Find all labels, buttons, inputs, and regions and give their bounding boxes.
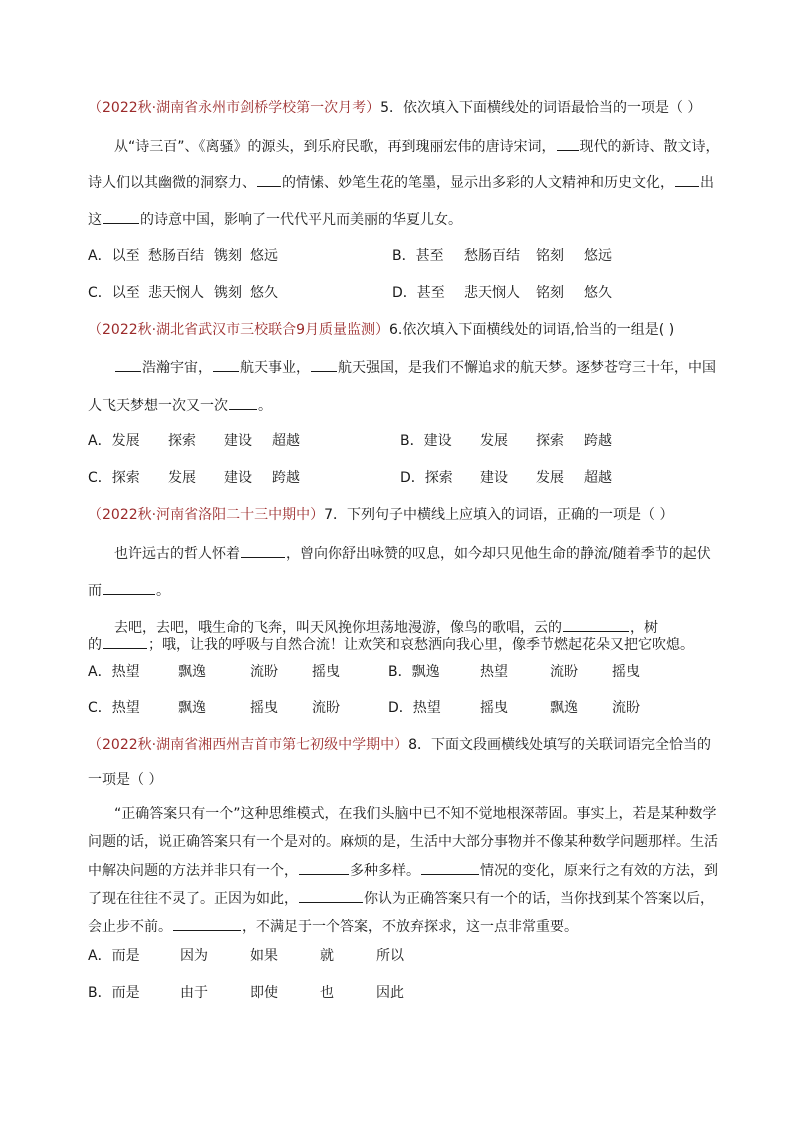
option-word: 铭刻 xyxy=(536,248,564,264)
passage-text: ；哦，让我的呼吸与自然合流！让欢笑和哀愁洒向我心里，像季节燃起花朵又把它吹熄。 xyxy=(148,637,694,653)
blank xyxy=(229,395,257,410)
option-label: D．热望 xyxy=(388,700,441,716)
passage-text: 人飞天梦想一次又一次 xyxy=(88,398,228,414)
question-8-header xyxy=(88,735,711,755)
question-stem: 8．下面文段画横线处填写的关联词语完全恰当的 xyxy=(408,737,711,753)
passage-text: 。 xyxy=(258,398,272,414)
passage-text: 的诗意中国，影响了一代代平凡而美丽的华夏儿女。 xyxy=(140,212,462,228)
option-word: 摇曳 xyxy=(480,700,508,716)
option-label: C．探索 xyxy=(88,470,140,486)
passage-text: 去吧，去吧，哦生命的飞奔，叫天风挽你坦荡地漫游，像鸟的歌唱，云的 xyxy=(114,620,562,636)
option-label: C．热望 xyxy=(88,700,140,716)
passage-text: 会止步不前。 xyxy=(88,919,172,935)
passage-line xyxy=(114,804,717,824)
option-label: B．飘逸 xyxy=(388,664,440,680)
passage-line xyxy=(88,580,170,601)
passage-line xyxy=(114,136,720,157)
option-word: 悲天悯人 xyxy=(464,285,520,301)
passage-line xyxy=(88,172,714,193)
option-c[interactable] xyxy=(88,283,278,303)
option-d[interactable] xyxy=(400,468,612,488)
blank xyxy=(115,357,141,372)
option-label: D．探索 xyxy=(400,470,453,486)
passage-text: 从“诗三百”、《离骚》的源头，到乐府民歌，再到瑰丽宏伟的唐诗宋词， xyxy=(114,139,556,155)
passage-line xyxy=(88,209,462,230)
option-label: A．发展 xyxy=(88,433,140,449)
passage-line xyxy=(88,395,272,416)
passage-text: 而 xyxy=(88,583,102,599)
option-word: 探索 xyxy=(168,433,196,449)
question-source: （2022秋·湖北省武汉市三校联合9月质量监测） xyxy=(88,322,389,338)
question-5-header xyxy=(88,98,701,118)
option-word: 愁肠百结 xyxy=(148,248,204,264)
passage-text: ，树 xyxy=(630,620,658,636)
option-word: 所以 xyxy=(376,948,404,964)
option-label: A．热望 xyxy=(88,664,140,680)
option-word: 热望 xyxy=(480,664,508,680)
passage-text: 也许远古的哲人怀着 xyxy=(114,546,240,562)
question-stem-cont xyxy=(88,770,162,790)
question-source: （2022秋·湖南省永州市剑桥学校第一次月考） xyxy=(88,100,381,116)
option-word: 悠久 xyxy=(250,285,278,301)
option-word: 如果 xyxy=(250,948,278,964)
option-word: 发展 xyxy=(480,433,508,449)
option-label: A．以至 xyxy=(88,248,140,264)
option-word: 超越 xyxy=(584,470,612,486)
passage-text: 情况的变化，原来行之有效的方法，到 xyxy=(480,863,718,879)
option-word: 发展 xyxy=(168,470,196,486)
option-a[interactable] xyxy=(88,246,278,266)
option-word: 流盼 xyxy=(550,664,578,680)
passage-line xyxy=(88,916,578,937)
option-d[interactable] xyxy=(392,283,612,303)
passage-text: 诗人们以其幽微的洞察力、 xyxy=(88,175,256,191)
option-word: 摇曳 xyxy=(312,664,340,680)
blank xyxy=(241,543,285,558)
blank xyxy=(421,860,479,875)
passage-text: 出 xyxy=(700,175,714,191)
option-b[interactable] xyxy=(392,246,612,266)
passage-line xyxy=(114,543,711,564)
blank xyxy=(103,580,155,595)
blank xyxy=(563,617,629,632)
option-word: 由于 xyxy=(180,985,208,1001)
option-d[interactable] xyxy=(388,698,640,718)
option-word: 流盼 xyxy=(312,700,340,716)
option-word: 因为 xyxy=(180,948,208,964)
option-word: 探索 xyxy=(536,433,564,449)
option-label: A．而是 xyxy=(88,948,140,964)
passage-line xyxy=(88,888,714,909)
passage-text: 现代的新诗、散文诗， xyxy=(579,139,720,155)
option-label: C．以至 xyxy=(88,285,140,301)
passage-text: 中解决问题的方法并非只有一个， xyxy=(88,863,298,879)
option-word: 镌刻 xyxy=(214,285,242,301)
option-word: 就 xyxy=(320,948,334,964)
option-label: B．建设 xyxy=(400,433,452,449)
question-stem: 6.依次填入下面横线处的词语,恰当的一组是( ) xyxy=(389,322,675,338)
passage-text: 多种多样。 xyxy=(350,863,420,879)
option-word: 摇曳 xyxy=(250,700,278,716)
option-label: B．而是 xyxy=(88,985,140,1001)
option-word: 跨越 xyxy=(584,433,612,449)
passage-text: 浩瀚宇宙， xyxy=(142,360,212,376)
passage-text: 航天强国，是我们不懈追求的航天梦。逐梦苍穹三十年，中国 xyxy=(338,360,716,376)
option-word: 建设 xyxy=(224,433,252,449)
blank xyxy=(557,136,579,151)
option-word: 建设 xyxy=(224,470,252,486)
blank xyxy=(173,916,241,931)
question-stem: 一项是（ ） xyxy=(88,772,163,788)
option-word: 铭刻 xyxy=(536,285,564,301)
blank xyxy=(299,860,349,875)
passage-text: 的 xyxy=(88,637,102,653)
option-word: 飘逸 xyxy=(178,700,206,716)
option-a[interactable] xyxy=(88,431,300,451)
option-word: 流盼 xyxy=(612,700,640,716)
option-word: 跨越 xyxy=(272,470,300,486)
option-a[interactable] xyxy=(88,946,404,966)
option-b[interactable] xyxy=(388,662,640,682)
option-b[interactable] xyxy=(400,431,612,451)
passage-text: 你认为正确答案只有一个的话，当你找到某个答案以后， xyxy=(364,891,714,907)
option-word: 悠远 xyxy=(250,248,278,264)
passage-line xyxy=(114,357,716,378)
passage-text: ，曾向你舒出咏赞的叹息，如今却只见他生命的静流/随着季节的起伏 xyxy=(286,546,711,562)
option-word: 镌刻 xyxy=(214,248,242,264)
passage-text: 这 xyxy=(88,212,102,228)
option-word: 也 xyxy=(320,985,334,1001)
option-word: 即使 xyxy=(250,985,278,1001)
option-word: 建设 xyxy=(480,470,508,486)
option-word: 发展 xyxy=(536,470,564,486)
option-word: 超越 xyxy=(272,433,300,449)
option-word: 因此 xyxy=(376,985,404,1001)
option-label: B．甚至 xyxy=(392,248,444,264)
question-stem: 7．下列句子中横线上应填入的词语，正确的一项是（ ） xyxy=(324,507,674,523)
option-word: 摇曳 xyxy=(612,664,640,680)
passage-line xyxy=(88,860,718,881)
passage-text: 航天事业， xyxy=(240,360,310,376)
option-c[interactable] xyxy=(88,468,300,488)
blank xyxy=(257,172,281,187)
option-word: 飘逸 xyxy=(178,664,206,680)
blank xyxy=(103,209,139,224)
passage-text: 的情愫、妙笔生花的笔墨，显示出多彩的人文精神和历史文化， xyxy=(282,175,674,191)
option-word: 愁肠百结 xyxy=(464,248,520,264)
option-word: 流盼 xyxy=(250,664,278,680)
passage-text: 了现在往往不灵了。正因为如此， xyxy=(88,891,298,907)
question-source: （2022秋·河南省洛阳二十三中期中） xyxy=(88,507,325,523)
option-a[interactable] xyxy=(88,662,340,682)
blank xyxy=(103,634,147,649)
blank xyxy=(311,357,337,372)
question-source: （2022秋·湖南省湘西州吉首市第七初级中学期中） xyxy=(88,737,409,753)
question-6-header xyxy=(88,320,674,340)
blank xyxy=(299,888,363,903)
question-stem: 5．依次填入下面横线处的词语最恰当的一项是（ ） xyxy=(380,100,702,116)
option-word: 悲天悯人 xyxy=(148,285,204,301)
option-word: 悠久 xyxy=(584,285,612,301)
passage-text: 。 xyxy=(156,583,170,599)
option-word: 飘逸 xyxy=(550,700,578,716)
option-c[interactable] xyxy=(88,698,340,718)
blank xyxy=(213,357,239,372)
question-7-header xyxy=(88,505,673,525)
passage-line xyxy=(88,832,718,852)
passage-text: 问题的话，说正确答案只有一个是对的。麻烦的是，生活中大部分事物并不像某种数学问题那样。生活 xyxy=(88,834,718,850)
passage-text: ，不满足于一个答案，不放弃探求，这一点非常重要。 xyxy=(242,919,578,935)
option-b[interactable] xyxy=(88,983,404,1003)
passage-line xyxy=(88,634,694,655)
blank xyxy=(675,172,699,187)
option-label: D．甚至 xyxy=(392,285,445,301)
passage-text: “正确答案只有一个”这种思维模式，在我们头脑中已不知不觉地根深蒂固。事实上，若是某种数学 xyxy=(114,806,717,822)
option-word: 悠远 xyxy=(584,248,612,264)
